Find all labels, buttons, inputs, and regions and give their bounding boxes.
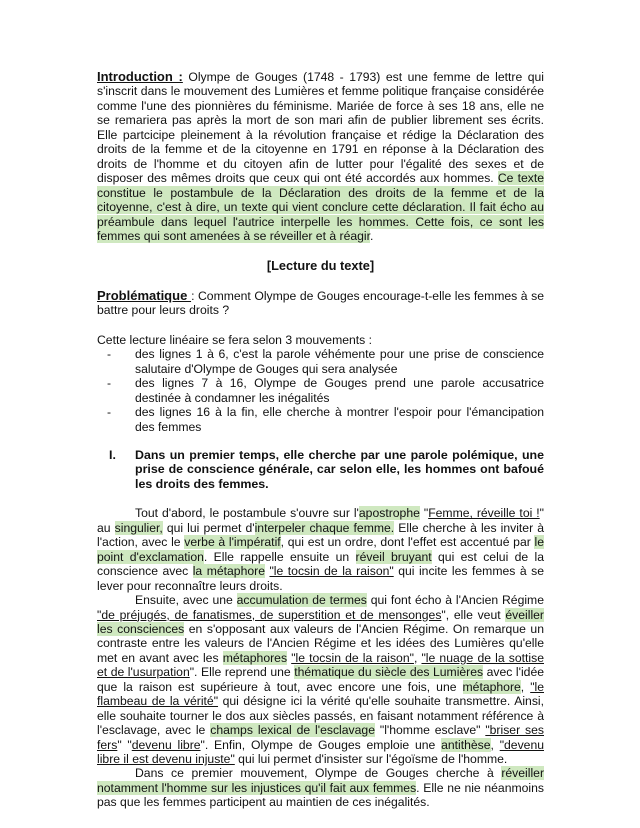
highlighted-text: thématique du siècle des Lumières <box>294 665 484 680</box>
text-segment: Ensuite, avec une <box>135 593 237 608</box>
underlined-quote: "le flambeau de la vérité" <box>97 679 544 709</box>
text-segment: , <box>490 737 500 752</box>
underlined-quote: "briser ses fers <box>97 723 544 752</box>
underlined-quote: "le tocsin de la raison" <box>291 650 414 665</box>
highlighted-text: la métaphore <box>192 564 265 579</box>
text-segment: Elle cherche à les inviter à l'action, avec le <box>97 520 544 550</box>
highlighted-text: éveiller les consciences <box>97 607 544 636</box>
underlined-quote: "devenu libre il est devenu injuste" <box>97 737 544 767</box>
text-segment: ". Enfin, Olympe de Gouges emploie une <box>200 737 442 752</box>
section-heading <box>97 448 544 491</box>
reading-heading: [Lecture du texte] <box>266 258 375 274</box>
highlighted-text: réveil bruyant <box>355 549 432 564</box>
problematique-text: : Comment Olympe de Gouges encourage-t-elle les femmes à se battre pour leurs droits ? <box>97 288 544 318</box>
highlighted-text: antithèse <box>441 737 491 752</box>
highlighted-text: réveiller notamment l'homme sur les injustices qu'il fait aux femmes <box>97 766 544 795</box>
highlighted-text: apostrophe <box>358 506 420 521</box>
underlined-quote: "le tocsin de la raison" <box>269 564 394 579</box>
text-segment: " <box>419 506 429 521</box>
text-segment: "l'homme esclave" <box>374 723 486 738</box>
underlined-quote: "le nuage de la sottise et de l'usurpation <box>97 650 544 680</box>
body-paragraph <box>97 766 544 809</box>
text-segment: qui est celui de la conscience avec <box>97 549 544 579</box>
text-segment: Dans ce premier mouvement, Olympe de Gouges cherche à <box>135 766 502 781</box>
problematique-paragraph <box>97 289 544 318</box>
text-segment: qui font écho à l'Ancien Régime <box>366 593 544 608</box>
highlighted-text: champs lexical de l'esclavage <box>210 723 375 738</box>
text-segment: . Elle rappelle ensuite un <box>203 549 356 564</box>
text-segment: Olympe de Gouges (1748 - 1793) est une femme de lettre qui s'inscrit dans le mouvement des Lumières et femme politique française considérée comme l'une des pionnières du féminisme. Mariée de force à ses 18 ans, elle ne se remariera pas après la mort de son mari afin de publier librement ses écrits. Elle partcicipe pleinement à la révolution française et rédige la Déclaration des droits de la femme et de la citoyenne en 1791 en réponse à la Déclaration des droits de l'homme et du citoyen afin de lutter pour l'égalité des sexes et de disposer des mêmes droits que ceux qui ont été accordés aux hommes. <box>97 70 544 186</box>
text-segment: qui lui permet d'insister sur l'égoïsme de l'homme. <box>234 752 508 767</box>
plan-item: - des lignes 1 à 6, c'est la parole véhémente pour une prise de conscience salutaire d'Olympe de Gouges qui sera analysée <box>135 347 544 376</box>
underlined-quote: Femme, réveille toi ! <box>428 506 540 521</box>
text-segment: ", elle veut <box>441 607 506 622</box>
highlighted-text: verbe à l'impératif <box>184 535 281 550</box>
text-segment: " " <box>117 737 132 752</box>
plan-intro: Cette lecture linéaire se fera selon 3 mouvements : <box>97 332 373 347</box>
introduction-label: Introduction : <box>97 69 183 84</box>
highlighted-text: singulier, <box>114 520 163 535</box>
text-segment: ". Elle reprend une <box>189 665 295 680</box>
text-segment: avec l'idée que la raison est supérieure à tout, avec encore une fois, une <box>97 665 544 694</box>
text-segment: qui incite les femmes à se lever pour reconnaître leurs droits. <box>97 564 544 593</box>
text-segment: qui désigne ici la vérité qu'elle souhaite transmettre. Ainsi, elle souhaite tourner le dos aux siècles passés, en faisant notamment référence à l'esclavage, avec le <box>97 694 545 738</box>
text-segment: , <box>520 679 531 694</box>
section-title: Dans un premier temps, elle cherche par une parole polémique, une prise de conscience générale, car selon elle, les hommes ont bafoué les droits des femmes. <box>135 447 544 491</box>
highlighted-text: métaphores <box>222 650 288 665</box>
text-segment: Tout d'abord, le postambule s'ouvre sur l' <box>135 506 359 521</box>
text-segment: " au <box>97 506 544 535</box>
text-segment: en s'opposant aux valeurs de l'Ancien Régime. On remarque un contraste entre les valeurs de l'Ancien Régime et les idées des Lumières qu'elle met en avant avec les <box>97 621 544 665</box>
plan-item: - des lignes 16 à la fin, elle cherche à montrer l'espoir pour l'émancipation des femmes <box>135 405 544 434</box>
plan-item: - des lignes 7 à 16, Olympe de Gouges prend une parole accusatrice destinée à condamner les inégalités <box>135 376 544 405</box>
underlined-quote: "de préjugés, de fanatismes, de superstition et de mensonges <box>97 607 442 622</box>
text-segment: . Elle ne nie néanmoins pas que les femmes participent au maintien de ces inégalités. <box>97 780 544 810</box>
text-segment: , <box>413 650 422 665</box>
text-segment: qui lui permet d' <box>162 520 255 535</box>
section-number: I. <box>109 447 116 462</box>
underlined-quote: devenu libre <box>131 737 201 752</box>
body-paragraph <box>97 506 544 593</box>
highlighted-text: métaphore <box>462 679 521 694</box>
text-segment: . <box>370 228 374 243</box>
problematique-label: Problématique <box>97 287 192 303</box>
highlighted-text: accumulation de termes <box>236 593 367 608</box>
highlighted-text: interpeler chaque femme. <box>254 520 395 535</box>
highlighted-text: le point d'exclamation <box>97 535 544 564</box>
introduction-paragraph <box>97 70 544 243</box>
text-segment: , qui est un ordre, dont l'effet est accentué par <box>280 535 535 550</box>
document-page <box>97 70 544 810</box>
highlighted-text: Ce texte constitue le postambule de la Déclaration des droits de la femme et de la citoyenne, c'est à dire, un texte qui vient conclure cette déclaration. Il fait écho au préambule dans lequel l'autrice interpelle les hommes. Cette fois, ce sont les femmes qui sont amenées à se réveiller et à réagir <box>97 171 544 243</box>
body-paragraph <box>97 593 544 766</box>
plan-list <box>97 347 544 434</box>
